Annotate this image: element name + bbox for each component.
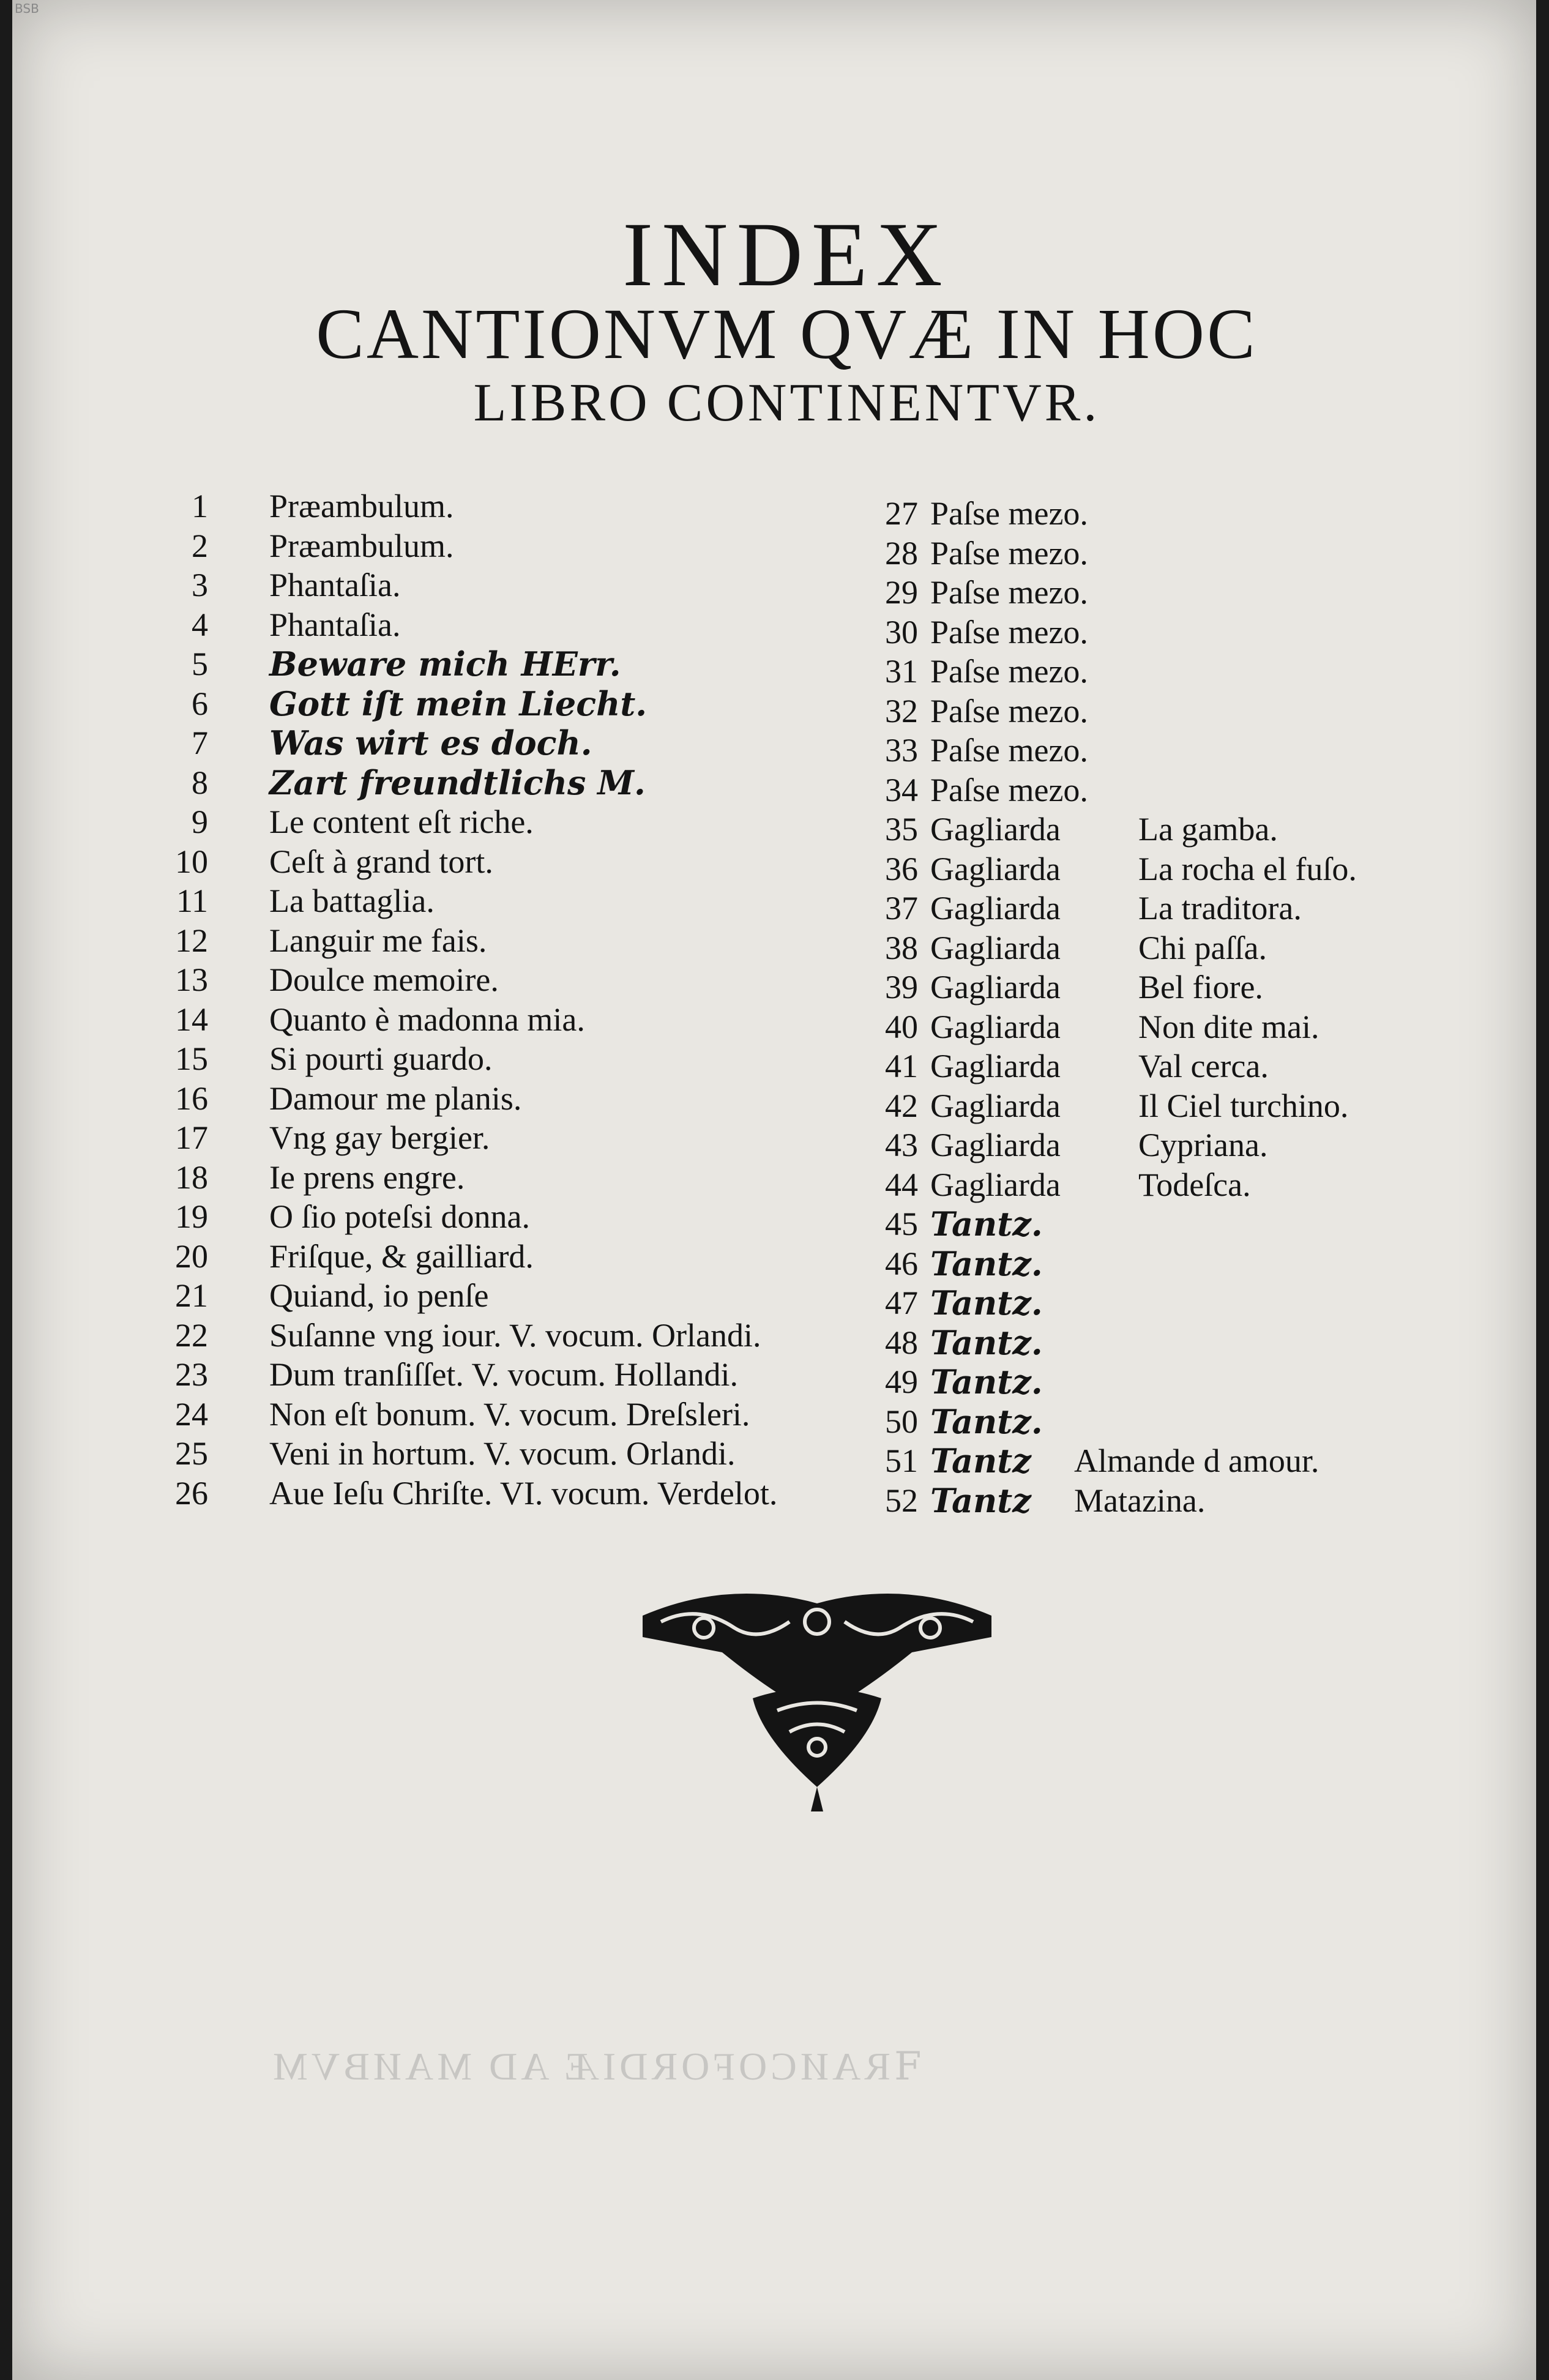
- entry-number: 20: [175, 1237, 208, 1275]
- entry-title: Tantz.: [930, 1244, 1043, 1283]
- entry-title: Quanto è madonna mia.: [269, 1001, 585, 1038]
- entry-number: 23: [175, 1356, 208, 1393]
- entry-title: Languir me fais.: [269, 922, 487, 959]
- entry-title: Aue Ieſu Chriſte. VI. vocum. Verdelot.: [269, 1474, 778, 1512]
- entry-title: Ie prens engre.: [269, 1158, 465, 1196]
- entry-title: Damour me planis.: [269, 1080, 522, 1117]
- entry-title: Si pourti guardo.: [269, 1040, 493, 1077]
- entry-number: 5: [192, 646, 208, 682]
- entry-title: Præambulum.: [269, 488, 454, 524]
- entry-number: 21: [175, 1277, 208, 1314]
- entry-number: 49: [885, 1363, 918, 1400]
- entry-number: 18: [175, 1158, 208, 1196]
- entry-subtitle: Cypriana.: [1138, 1127, 1268, 1163]
- entry-number: 16: [175, 1080, 208, 1117]
- entry-title: Gagliarda: [930, 1127, 1061, 1163]
- entry-title: O ſio poteſsi donna.: [269, 1198, 530, 1235]
- entry-number: 12: [175, 922, 208, 959]
- entry-number: 8: [192, 764, 208, 801]
- entry-number: 44: [885, 1166, 918, 1203]
- entry-title: Paſse mezo.: [930, 692, 1088, 729]
- entry-number: 36: [885, 850, 918, 887]
- entry-number: 46: [885, 1245, 918, 1282]
- entry-title: Paſse mezo.: [930, 771, 1088, 808]
- entry-number: 38: [885, 929, 918, 966]
- entry-number: 33: [885, 732, 918, 769]
- entry-title: Tantz: [930, 1480, 1031, 1520]
- entry-title: Gagliarda: [930, 811, 1061, 848]
- entry-number: 9: [192, 804, 208, 840]
- entry-number: 29: [885, 574, 918, 611]
- entry-number: 51: [885, 1442, 918, 1479]
- library-mark: BSB: [15, 1, 39, 16]
- entry-title: Gagliarda: [930, 1048, 1061, 1084]
- entry-title: Paſse mezo.: [930, 613, 1088, 651]
- printers-ornament: [643, 1585, 991, 1811]
- entry-subtitle: Bel fiore.: [1138, 969, 1263, 1005]
- entry-number: 17: [175, 1119, 208, 1156]
- entry-subtitle: Val cerca.: [1138, 1048, 1269, 1084]
- entry-title: Gagliarda: [930, 929, 1061, 966]
- entry-subtitle: La gamba.: [1138, 811, 1278, 848]
- entry-number: 45: [885, 1206, 918, 1242]
- entry-subtitle: Todeſca.: [1138, 1166, 1251, 1203]
- entry-number: 19: [175, 1198, 208, 1235]
- entry-number: 31: [885, 653, 918, 690]
- entry-title: Præambulum.: [269, 527, 454, 564]
- entry-number: 22: [175, 1316, 208, 1354]
- entry-number: 34: [885, 771, 918, 808]
- entry-number: 28: [885, 534, 918, 572]
- entry-number: 30: [885, 613, 918, 651]
- index-subtitle-line2: LIBRO CONTINENTVR.: [473, 373, 1100, 433]
- entry-number: 43: [885, 1127, 918, 1163]
- entry-title: Le content eſt riche.: [269, 804, 534, 840]
- entry-number: 37: [885, 890, 918, 927]
- entry-number: 40: [885, 1008, 918, 1045]
- entry-number: 32: [885, 692, 918, 729]
- entry-subtitle: Almande d amour.: [1074, 1442, 1319, 1479]
- entry-title: Gott iſt mein Liecht.: [269, 684, 648, 723]
- entry-number: 3: [192, 567, 208, 603]
- entry-title: Gagliarda: [930, 850, 1061, 887]
- entry-title: Gagliarda: [930, 1008, 1061, 1045]
- entry-title: Gagliarda: [930, 890, 1061, 927]
- entry-number: 42: [885, 1087, 918, 1124]
- entry-subtitle: Matazina.: [1074, 1482, 1206, 1519]
- index-title: INDEX: [622, 204, 951, 305]
- entry-number: 47: [885, 1285, 918, 1321]
- entry-number: 11: [176, 882, 208, 919]
- entry-number: 25: [175, 1435, 208, 1472]
- entry-number: 1: [192, 488, 208, 524]
- entry-title: Veni in hortum. V. vocum. Orlandi.: [269, 1435, 736, 1472]
- book-page: [12, 0, 1536, 2380]
- entry-title: Quiand, io penſe: [269, 1277, 489, 1314]
- entry-title: Tantz: [930, 1441, 1031, 1480]
- entry-title: Paſse mezo.: [930, 653, 1088, 690]
- entry-number: 52: [885, 1482, 918, 1519]
- entry-title: Gagliarda: [930, 969, 1061, 1005]
- bleed-through-imprint: ꟻRAИCOFORDIÆ AD MAИВVM: [269, 2045, 922, 2088]
- entry-number: 48: [885, 1324, 918, 1361]
- entry-subtitle: La rocha el fuſo.: [1138, 850, 1357, 887]
- entry-title: Tantz.: [930, 1322, 1043, 1362]
- entry-number: 26: [175, 1474, 208, 1512]
- entry-title: La battaglia.: [269, 882, 435, 919]
- entry-number: 35: [885, 811, 918, 848]
- entry-title: Tantz.: [930, 1362, 1043, 1401]
- entry-subtitle: Il Ciel turchino.: [1138, 1087, 1349, 1124]
- entry-number: 27: [885, 495, 918, 532]
- entry-title: Gagliarda: [930, 1166, 1061, 1203]
- entry-title: Paſse mezo.: [930, 534, 1088, 572]
- entry-number: 39: [885, 969, 918, 1005]
- entry-title: Non eſt bonum. V. vocum. Dreſsleri.: [269, 1395, 750, 1433]
- entry-title: Friſque, & gailliard.: [269, 1237, 534, 1275]
- entry-number: 14: [175, 1001, 208, 1038]
- entry-title: Tantz.: [930, 1401, 1043, 1441]
- entry-number: 7: [192, 725, 208, 761]
- entry-subtitle: La traditora.: [1138, 890, 1302, 927]
- entry-number: 41: [885, 1048, 918, 1084]
- entry-title: Paſse mezo.: [930, 732, 1088, 769]
- entry-title: Gagliarda: [930, 1087, 1061, 1124]
- entry-title: Beware mich HErr.: [269, 644, 621, 684]
- entry-title: Ceſt à grand tort.: [269, 843, 493, 880]
- entry-title: Was wirt es doch.: [269, 723, 592, 763]
- entry-title: Dum tranſiſſet. V. vocum. Hollandi.: [269, 1356, 738, 1393]
- entry-title: Suſanne vng iour. V. vocum. Orlandi.: [269, 1316, 761, 1354]
- entry-subtitle: Non dite mai.: [1138, 1008, 1319, 1045]
- entry-title: Doulce memoire.: [269, 961, 499, 998]
- entry-title: Phantaſia.: [269, 606, 401, 643]
- entry-title: Paſse mezo.: [930, 495, 1088, 532]
- entry-number: 6: [192, 685, 208, 722]
- entry-number: 10: [175, 843, 208, 880]
- entry-number: 50: [885, 1403, 918, 1440]
- entry-title: Phantaſia.: [269, 567, 401, 603]
- entry-title: Vng gay bergier.: [269, 1119, 490, 1156]
- entry-number: 15: [175, 1040, 208, 1077]
- entry-number: 4: [192, 606, 208, 643]
- index-subtitle-line1: CANTIONVM QVÆ IN HOC: [316, 294, 1258, 374]
- entry-number: 2: [192, 527, 208, 564]
- entry-title: Zart freundtlichs M.: [269, 763, 646, 802]
- entry-title: Tantz.: [930, 1204, 1043, 1244]
- entry-title: Tantz.: [930, 1283, 1043, 1322]
- entry-number: 13: [175, 961, 208, 998]
- entry-title: Paſse mezo.: [930, 574, 1088, 611]
- entry-number: 24: [175, 1395, 208, 1433]
- entry-subtitle: Chi paſſa.: [1138, 929, 1267, 966]
